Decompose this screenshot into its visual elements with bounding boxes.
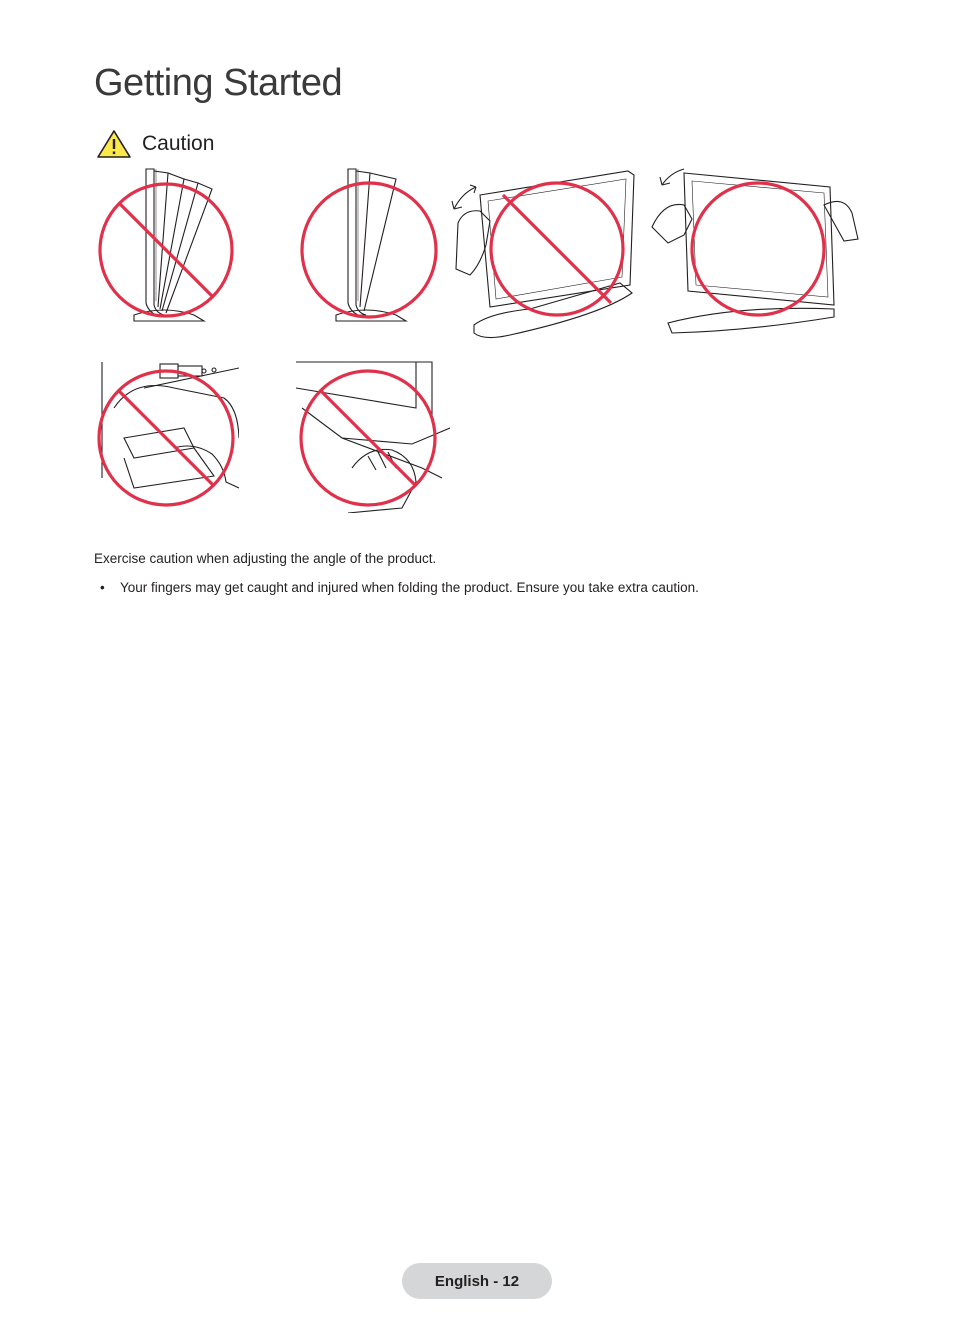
monitor-tilt-side-view-circled	[300, 165, 440, 327]
monitor-tilt-hands-front-prohibited	[450, 165, 638, 343]
hand-under-stand-prohibited	[292, 358, 450, 513]
page-label: English - 12	[434, 1272, 520, 1290]
monitor-tilt-hands-front-circled	[648, 165, 862, 337]
page-title: Getting Started	[94, 62, 343, 104]
list-item	[100, 580, 699, 595]
bullet-text: Your fingers may get caught and injured when folding the product. Ensure you take extra caution.	[120, 580, 699, 595]
hand-on-stand-rear-prohibited	[94, 358, 239, 513]
caution-label: Caution	[142, 132, 215, 155]
caution-heading	[96, 128, 214, 160]
warning-triangle-icon	[96, 129, 132, 159]
body-paragraph: Exercise caution when adjusting the angle of the product.	[94, 551, 437, 566]
bullet-dot-icon: •	[100, 580, 105, 595]
page-number-badge	[402, 1263, 552, 1299]
monitor-tilt-side-view-prohibited	[94, 165, 239, 327]
